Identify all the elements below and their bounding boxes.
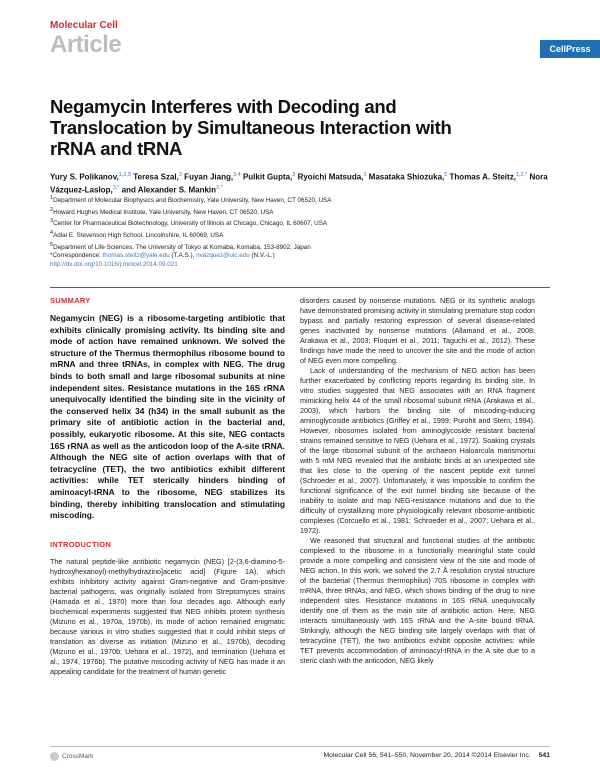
author-sup: 5 xyxy=(444,172,448,178)
author-name: Masataka Shiozuka, xyxy=(366,172,445,182)
correspondence: *Correspondence: thomas.steitz@yale.edu (T.A.S.), nvazquez@uic.edu (N.V.-L.) xyxy=(50,252,275,260)
right-column xyxy=(300,296,535,666)
header-rule xyxy=(50,287,550,288)
footer-citation: Molecular Cell 56, 541–550, November 20, 2014 ©2014 Elsevier Inc. 541 xyxy=(323,752,550,759)
page-number: 541 xyxy=(538,752,550,759)
author-sup: 3 xyxy=(178,172,182,178)
left-column xyxy=(50,296,285,677)
summary-heading: SUMMARY xyxy=(50,296,91,305)
crossmark-badge[interactable]: CrossMark xyxy=(50,752,93,761)
paragraph: We reasoned that structural and functional studies of the antibiotic complexed to the ribosome in a functionally meaningful state could provide a more compelling and consistent view of the site and mode of NEG action. In this work, we solved the 2.7 Å resolution crystal structure of the bacterial (Thermus thermophilus) 70S ribosome in complex with mRNA, three tRNAs, and NEG, which shows binding of the drug to nine independent sites. Resistance mutations in 16S rRNA unequivocally identify one of them as the main site of antibiotic action. Here, NEG interacts simultaneously with 16S rRNA and the A-site bound tRNA. Strikingly, although the NEG binding site largely overlaps with that of tetracycline (TET), the two antibiotics exhibit opposite activities: while TET prevents accommodation of aminoacyl-tRNA in the A site due to a steric clash with the anticodon, NEG likely xyxy=(300,536,535,665)
intro-heading: INTRODUCTION xyxy=(50,539,112,549)
crossmark-icon xyxy=(50,752,59,761)
paragraph: disorders caused by nonsense mutations. NEG or its synthetic analogs have demonstrated promising activity in stimulating premature stop codon bypass and partially restoring expression of several disease-related genes inactivated by nonsense mutations (Allamand et al., 2008; Arakawa et al., 2003; Floquet et al., 2011; Taguchi et al., 2012). These findings have made the need to uncover the site and the mode of action of NEG even more compelling. xyxy=(300,296,535,365)
author-sup: 3,4 xyxy=(233,172,241,178)
intro-text: The natural peptide-like antibiotic negamycin (NEG) [2-(3,6-diamino-5-hydroxyhexanoyl)-methylhydrazino]acetic acid] (Figure 1A), which exhibits inhibitory activity against Gram-negative and Gram-positive bacterial pathogens, was originally isolated from Streptomyces strains (Hamada et al., 1970) more than four decades ago. Although early biochemical experiments suggested that NEG inhibits protein synthesis (Mizuno et al., 1970a, 1970b), its mode of action remained enigmatic because various in vitro studies suggested that it could inhibit steps of translation as diverse as initiation (Mizuno et al., 1970b), decoding (Mizuno et al., 1970b; Uehara et al., 1972), and termination (Uehara et al., 1974, 1976b). The putative miscoding activity of NEG has made it an appealing candidate for the treatment of human genetic xyxy=(50,556,285,676)
affiliation: 2Howard Hughes Medical Institute, Yale University, New Haven, CT 06520, USA xyxy=(50,206,274,216)
author-name: Pulkit Gupta, xyxy=(240,172,293,182)
author-list xyxy=(50,170,560,195)
affiliation: 5Department of Life Sciences, The University of Tokyo at Komaba, Komaba, 153-8902, Japan xyxy=(50,241,311,251)
author-name: Nora Vázquez-Laslop, xyxy=(50,172,548,195)
email-link[interactable]: nvazquez@uic.edu xyxy=(196,252,250,260)
paper-title: Negamycin Interferes with Decoding and Translocation by Simultaneous Interaction with rRNA and tRNA xyxy=(50,96,452,159)
affiliation: 3Center for Pharmaceutical Biotechnology, University of Illinois at Chicago, Chicago, IL 60607, USA xyxy=(50,218,328,228)
footer-rule xyxy=(50,746,550,747)
author-sup: 3,* xyxy=(216,184,223,191)
author-sup: 3,* xyxy=(112,184,120,191)
doi-link[interactable]: http://dx.doi.org/10.1016/j.molcel.2014.09.021 xyxy=(50,261,178,269)
author-sup: 1,2,* xyxy=(515,172,528,178)
article-type: Article xyxy=(50,31,122,58)
affiliation: 1Department of Molecular Biophysics and Biochemistry, Yale University, New Haven, CT 06520, USA xyxy=(50,195,332,205)
email-link[interactable]: thomas.steitz@yale.edu xyxy=(102,252,170,260)
author-name: Teresa Szal, xyxy=(131,172,179,182)
paragraph: Lack of understanding of the mechanism of NEG action has been further exacerbated by conflicting reports regarding its binding site. In vitro studies suggested that NEG associates with an RNA fragment mimicking helix 44 of the small ribosomal subunit rRNA (Arakawa et al., 2003), which harbors the binding site of miscoding-inducing aminoglycoside antibiotics (Griffey et al., 1999; Purohit and Stern, 1994). However, ribosomes isolated from aminoglycoside resistant bacterial strains remained sensitive to NEG (Uehara et al., 1972). Soaking crystals of the large ribosomal subunit of the archaeon Haloarcula marismortui with 5 mM NEG revealed that the antibiotic binds at an unexpected site that lies close to the opening of the nascent peptide exit tunnel (Schroeder et al., 2007). Unfortunately, it was impossible to confirm the functional significance of the exit tunnel binding site because of the inability to isolate and map NEG-resistance mutations and due to the difficulty of crystallizing more physiologically relevant ribosome-antibiotic complexes (Corcuello et al., 1981; Schroeder et al., 2007; Uehara et al., 1972). xyxy=(300,366,535,535)
affiliations xyxy=(50,194,560,270)
affiliation: 4Adlai E. Stevenson High School, Lincolnshire, IL 60069, USA xyxy=(50,230,224,240)
author-sup: 1,2,5 xyxy=(118,172,131,178)
author-name: Thomas A. Steitz, xyxy=(447,172,516,182)
summary-text: Negamycin (NEG) is a ribosome-targeting antibiotic that exhibits clinically promising activity. Its binding site and mode of action have remained unknown. We solved the structure of the Thermus thermophilus ribosome bound to mRNA and three tRNAs, in complex with NEG. The drug binds to both small and large ribosomal subunits at nine independent sites. Resistance mutations in the 16S rRNA unequivocally identified the binding site in the vicinity of the conserved helix 34 (h34) in the small subunit as the primary site of antibiotic action in the bacterial and, possibly, eukaryotic ribosome. At this site, NEG contacts 16S rRNA as well as the anticodon loop of the A-site tRNA. Although the NEG site of action overlaps with that of tetracycline (TET), the two antibiotics exhibit different activities: while TET sterically hinders binding of aminoacyl-tRNA to the ribosome, NEG stabilizes its binding, thereby inhibiting translocation and stimulating miscoding. xyxy=(50,313,285,521)
author-sup: 3 xyxy=(363,172,367,178)
author-name: Fuyan Jiang, xyxy=(181,172,234,182)
author-sup: 3 xyxy=(292,172,296,178)
author-name: Yury S. Polikanov, xyxy=(50,172,119,182)
journal-name: Molecular Cell xyxy=(50,20,118,31)
author-name: and Alexander S. Mankin xyxy=(119,185,217,195)
author-name: Ryoichi Matsuda, xyxy=(295,172,364,182)
publisher-logo: CellPress xyxy=(540,40,600,58)
